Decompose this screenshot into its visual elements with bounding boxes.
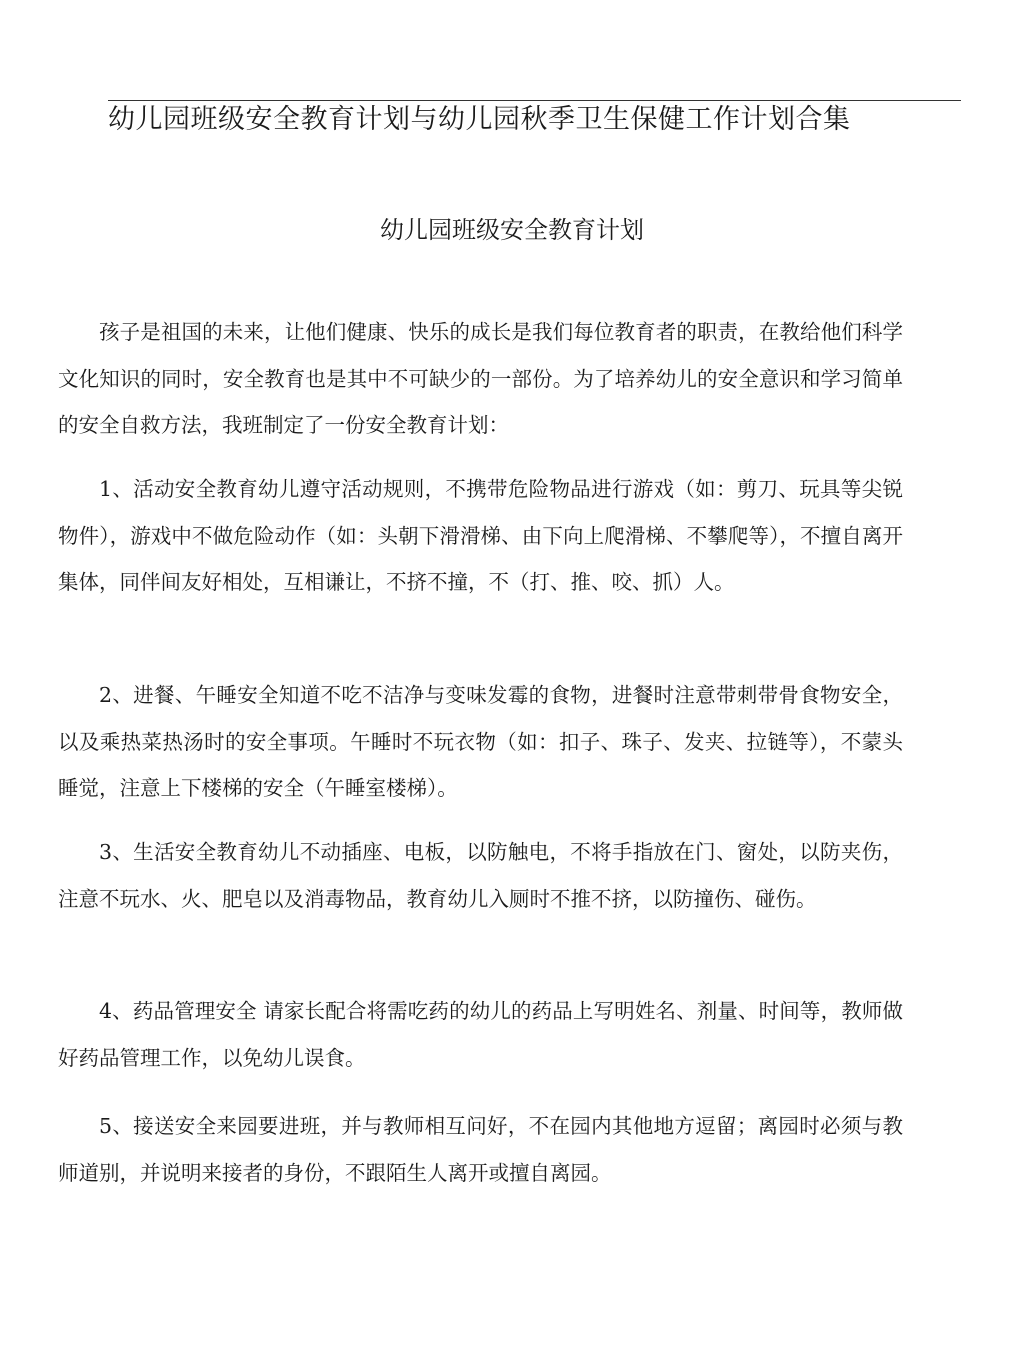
item-paragraph-3: 3、生活安全教育幼儿不动插座、电板，以防触电，不将手指放在门、窗处，以防夹伤，注意不玩水、火、肥皂以及消毒物品，教育幼儿入厕时不推不挤，以防撞伤、碰伤。 (58, 840, 903, 911)
section-heading: 幼儿园班级安全教育计划 (380, 216, 644, 244)
intro-paragraph: 孩子是祖国的未来，让他们健康、快乐的成长是我们每位教育者的职责，在教给他们科学文化知识的同时，安全教育也是其中不可缺少的一部份。为了培养幼儿的安全意识和学习简单的安全自救方法，我班制定了一份安全教育计划： (58, 320, 903, 437)
item-paragraph-5: 5、接送安全来园要进班，并与教师相互问好，不在园内其他地方逗留；离园时必须与教师道别，并说明来接者的身份，不跟陌生人离开或擅自离园。 (58, 1114, 903, 1185)
item-paragraph-2: 2、进餐、午睡安全知道不吃不洁净与变味发霉的食物，进餐时注意带刺带骨食物安全，以及乘热菜热汤时的安全事项。午睡时不玩衣物（如：扣子、珠子、发夹、拉链等），不蒙头睡觉，注意上下楼梯的安全（午睡室楼梯）。 (58, 683, 903, 800)
item-paragraph-1: 1、活动安全教育幼儿遵守活动规则，不携带危险物品进行游戏（如：剪刀、玩具等尖锐物件），游戏中不做危险动作（如：头朝下滑滑梯、由下向上爬滑梯、不攀爬等），不擅自离开集体，同伴间友好相处，互相谦让，不挤不撞，不（打、推、咬、抓）人。 (58, 477, 903, 594)
document-title: 幼儿园班级安全教育计划与幼儿园秋季卫生保健工作计划合集 (108, 104, 851, 135)
item-paragraph-4: 4、药品管理安全 请家长配合将需吃药的幼儿的药品上写明姓名、剂量、时间等，教师做好药品管理工作，以免幼儿误食。 (58, 999, 903, 1070)
